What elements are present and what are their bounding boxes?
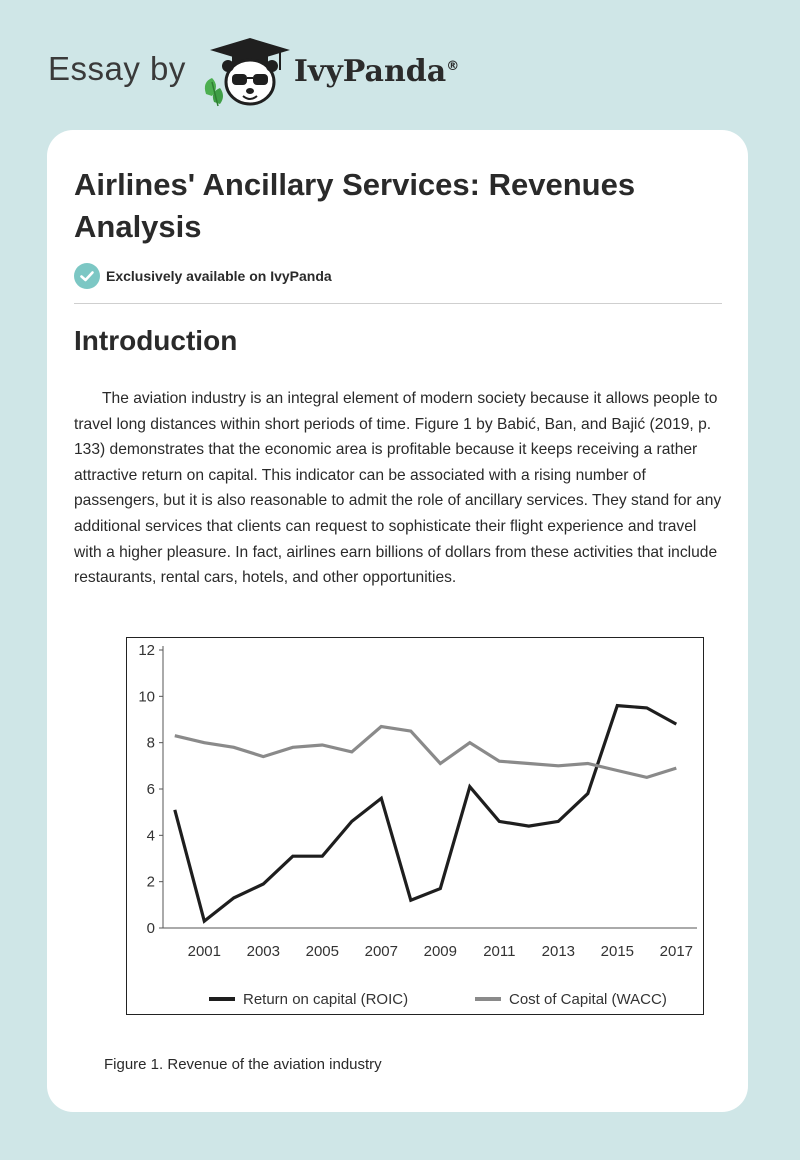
x-tick-label: 2003	[246, 943, 280, 960]
y-tick-label: 6	[146, 781, 155, 798]
brand-prefix: Essay by	[48, 50, 186, 87]
x-tick-label: 2007	[364, 943, 399, 960]
intro-paragraph: The aviation industry is an integral element of modern society because it allows people to travel long distances within short periods of time. Figure 1 by Babić, Ban, and Bajić (2019, p. 133) demonstrates that the economic area is profitable because it keeps receiving a rather attractive return on capital. This indicator can be associated with a rising number of passengers, but it is also reasonable to admit the role of ancillary services. They stand for any additional services that clients can request to sophisticate their flight experience and travel with a higher pleasure. In fact, airlines earn billions of dollars from these activities that include restaurants, rental cars, hotels, and other opportunities.	[74, 390, 722, 587]
y-tick-label: 12	[138, 642, 155, 659]
series-line-roic	[175, 706, 677, 922]
brand-header	[48, 36, 459, 108]
section-heading: Introduction	[74, 325, 238, 356]
line-chart	[127, 638, 702, 1013]
badge-text: Exclusively available on IvyPanda	[106, 268, 332, 284]
y-tick-label: 4	[146, 827, 155, 845]
x-tick-label: 2001	[187, 943, 221, 960]
panda-logo-icon	[198, 36, 290, 108]
exclusive-badge	[74, 263, 332, 289]
y-tick-label: 0	[146, 920, 155, 937]
legend-label: Return on capital (ROIC)	[243, 991, 409, 1008]
x-tick-label: 2013	[541, 943, 576, 960]
y-tick-label: 8	[146, 734, 155, 752]
essay-card	[47, 130, 748, 1112]
x-tick-label: 2017	[659, 943, 694, 960]
y-tick-label: 10	[138, 688, 155, 706]
figure-caption: Figure 1. Revenue of the aviation industry	[104, 1056, 382, 1073]
legend-label: Cost of Capital (WACC)	[509, 991, 667, 1008]
brand-name: IvyPanda®	[293, 53, 460, 89]
y-tick-label: 2	[146, 873, 155, 891]
x-tick-label: 2005	[305, 943, 340, 960]
x-tick-label: 2009	[423, 943, 458, 960]
registered-mark: ®	[446, 58, 460, 74]
divider	[74, 303, 722, 304]
x-tick-label: 2015	[600, 943, 635, 960]
check-circle-icon	[74, 263, 100, 289]
figure-chart	[126, 637, 704, 1015]
x-tick-label: 2011	[483, 943, 516, 960]
page-title: Airlines' Ancillary Services: Revenues Analysis	[74, 167, 636, 244]
